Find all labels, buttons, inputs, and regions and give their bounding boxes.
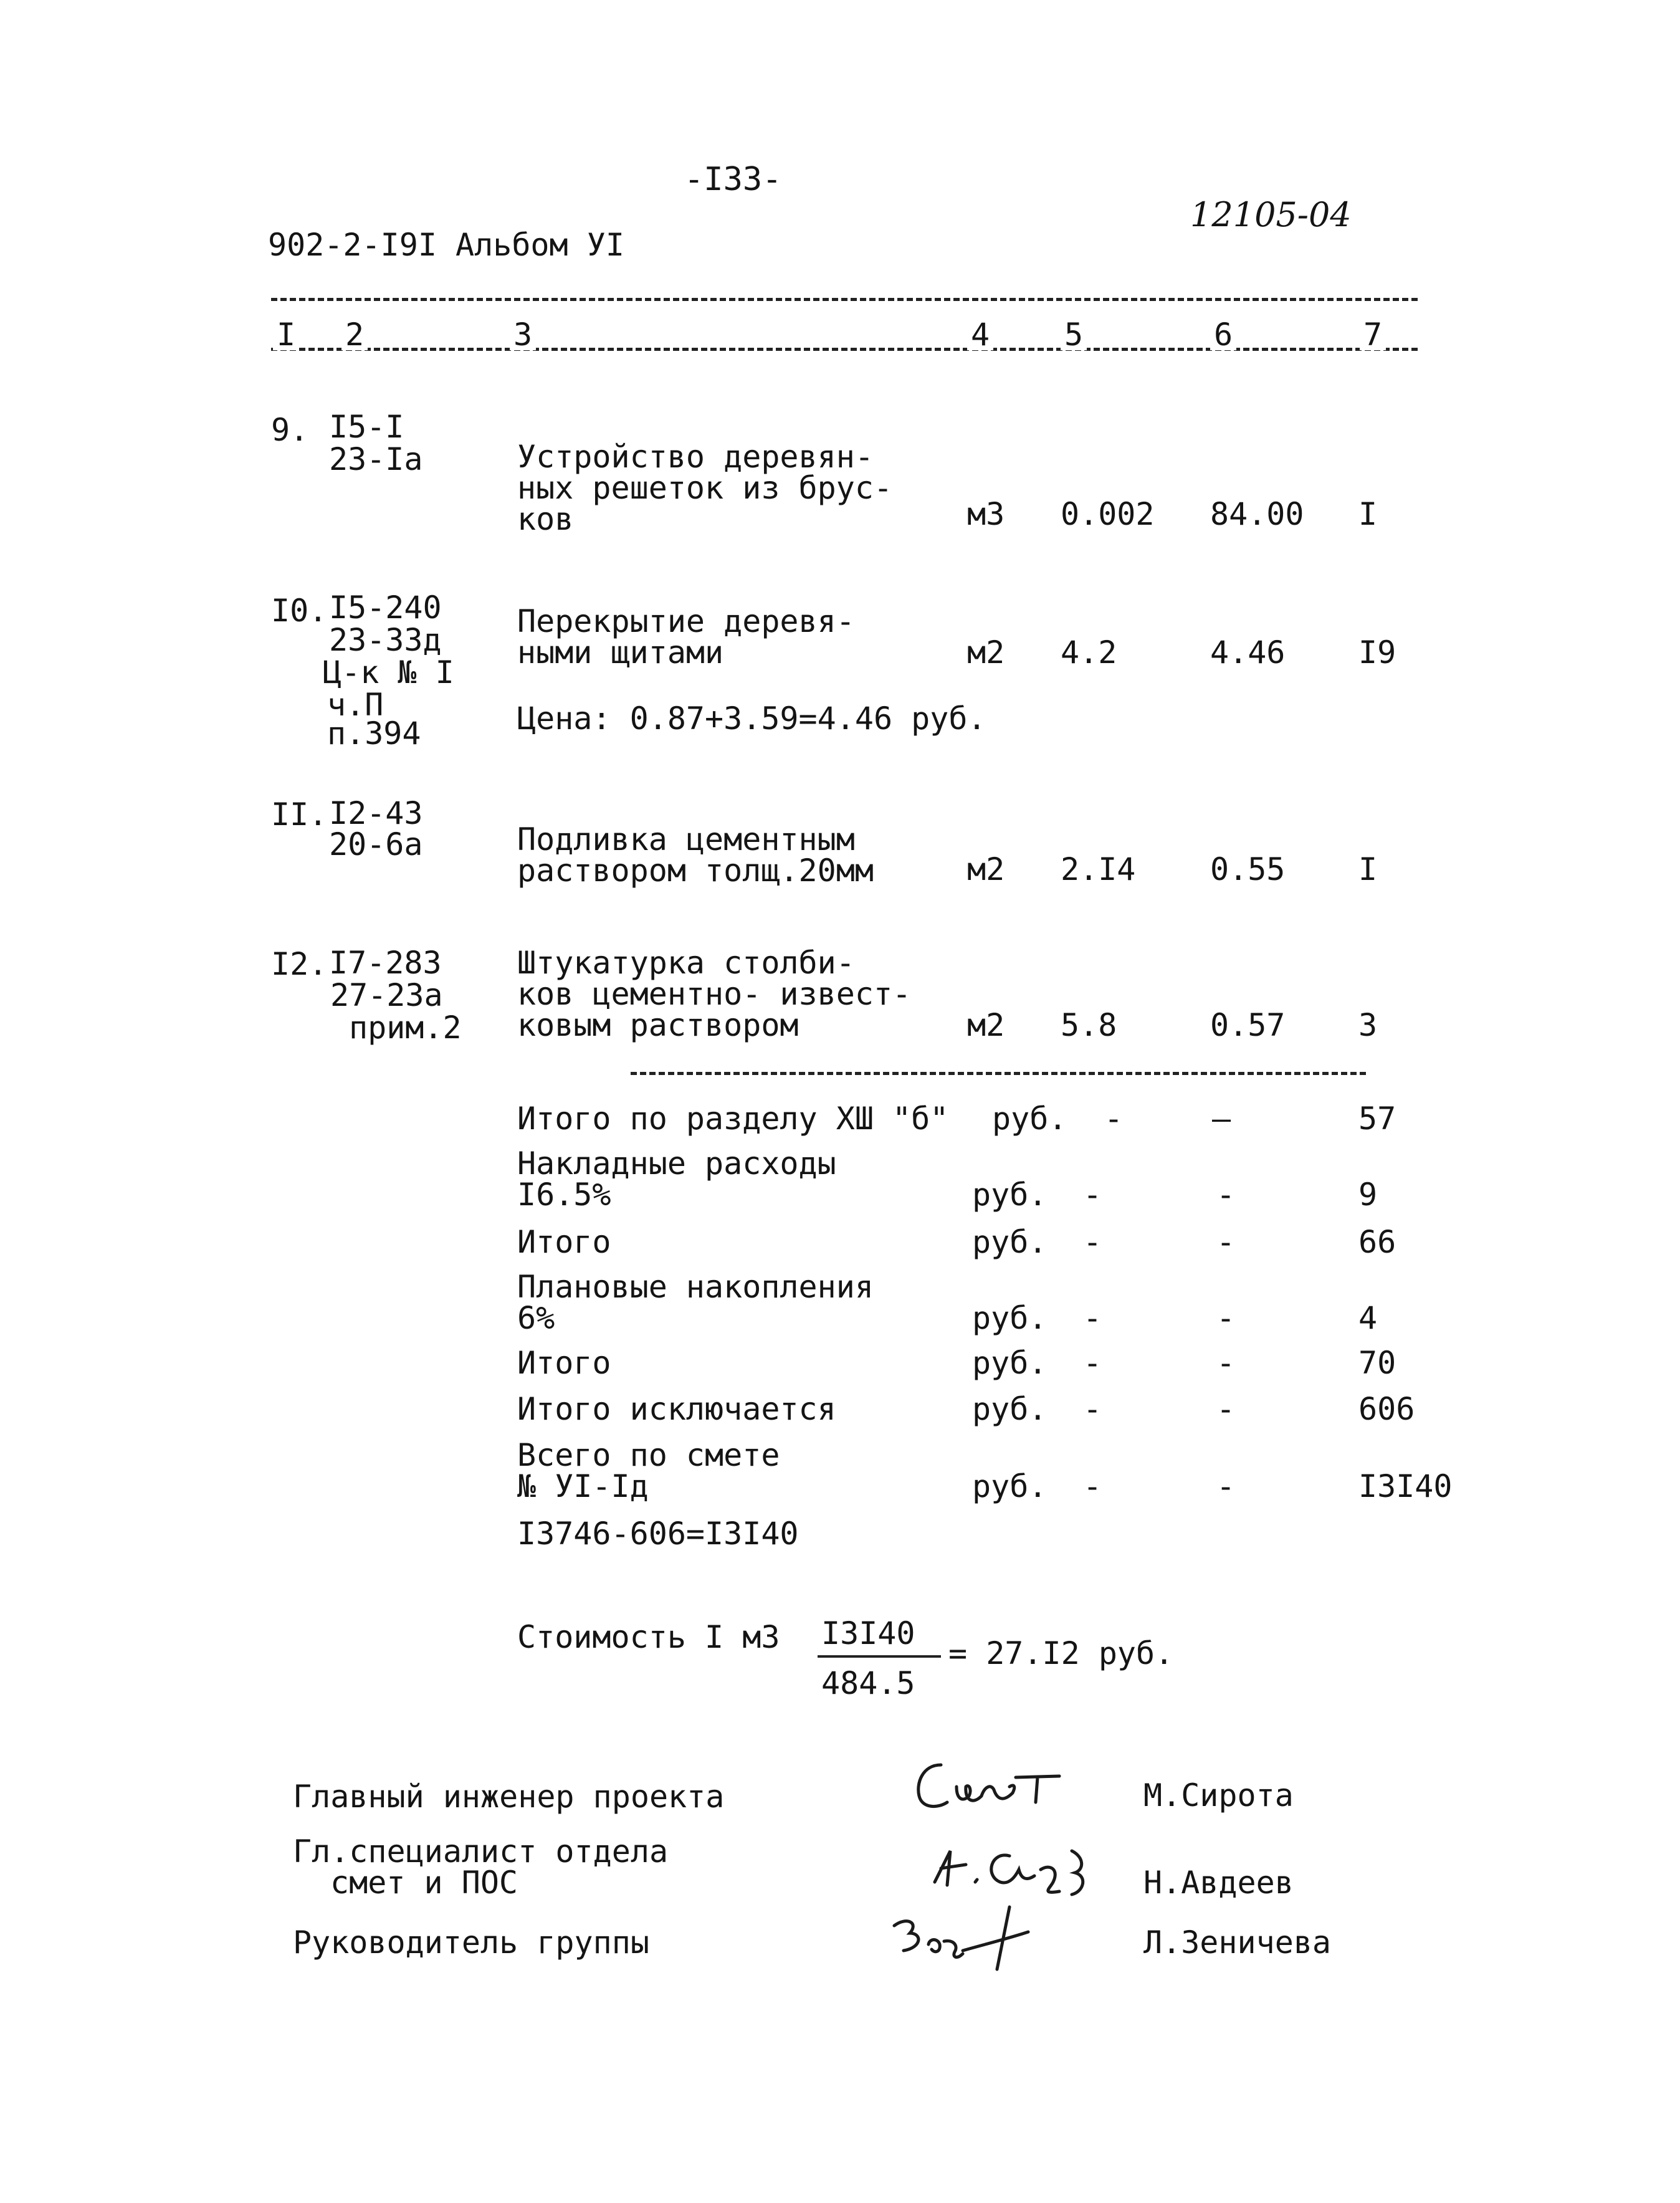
handwritten-signature-3 <box>885 1895 1041 1976</box>
totals-col5: - <box>1083 1177 1102 1213</box>
totals-value: 57 <box>1358 1101 1396 1137</box>
signatory-role: Руководитель группы <box>293 1924 649 1961</box>
row-unit: м2 <box>967 851 1005 887</box>
row-unit: м2 <box>967 634 1005 671</box>
row-price: 0.55 <box>1210 851 1286 887</box>
row-number: I2. <box>271 946 328 982</box>
totals-col5: - <box>1083 1345 1102 1381</box>
totals-value: 4 <box>1358 1300 1378 1336</box>
row-price: 4.46 <box>1210 634 1286 671</box>
row-unit: м2 <box>967 1007 1005 1043</box>
row-code: 27-23а <box>330 977 443 1013</box>
row-code: I5-I <box>329 409 404 445</box>
totals-divider <box>631 1072 1366 1075</box>
row-quantity: 2.I4 <box>1061 851 1136 887</box>
totals-col6: - <box>1216 1177 1236 1213</box>
column-number: 2 <box>341 319 368 350</box>
row-total: I9 <box>1358 634 1396 671</box>
calculation-note: I3746-606=I3I40 <box>517 1516 799 1552</box>
totals-value: 66 <box>1358 1224 1396 1260</box>
totals-col5: - <box>1104 1101 1124 1137</box>
totals-value: 9 <box>1358 1177 1378 1213</box>
totals-unit: руб. <box>972 1345 1048 1381</box>
row-code: I2-43 <box>329 795 423 831</box>
row-number: II. <box>271 796 328 833</box>
totals-label: 6% <box>517 1300 555 1336</box>
row-total: I <box>1358 496 1378 532</box>
row-quantity: 0.002 <box>1061 496 1155 532</box>
row-code: I7-283 <box>329 945 442 981</box>
row-total: 3 <box>1358 1007 1378 1043</box>
totals-col6: — <box>1212 1101 1231 1137</box>
totals-col6: - <box>1216 1345 1236 1381</box>
totals-col5: - <box>1083 1468 1102 1504</box>
column-number: 4 <box>967 319 993 350</box>
totals-label: I6.5% <box>517 1177 611 1213</box>
totals-col6: - <box>1216 1391 1236 1427</box>
row-total: I <box>1358 851 1378 887</box>
totals-col6: - <box>1216 1468 1236 1504</box>
row-code: п.394 <box>327 715 421 752</box>
row-code: прим.2 <box>349 1010 462 1046</box>
row-description: Перекрытие деревя- <box>517 603 855 639</box>
column-number-rule <box>271 348 1418 351</box>
signatory-name: Н.Авдеев <box>1143 1865 1294 1901</box>
totals-col5: - <box>1083 1224 1102 1260</box>
row-code: 23-Iа <box>329 441 423 477</box>
column-number: 7 <box>1360 319 1386 350</box>
column-number: I <box>273 319 299 350</box>
page-number: -I33- <box>684 161 782 198</box>
document-code: 902-2-I9I Альбом УI <box>268 227 624 263</box>
totals-col6: - <box>1216 1300 1236 1336</box>
row-description: Подливка цементным <box>517 821 855 858</box>
unit-cost-result: = 27.I2 руб. <box>948 1635 1174 1671</box>
row-description: ков цементно- извест- <box>517 976 912 1012</box>
price-note: Цена: 0.87+3.59=4.46 руб. <box>517 700 986 737</box>
unit-cost-numerator: I3I40 <box>821 1615 915 1651</box>
totals-label: Плановые накопления <box>517 1269 874 1305</box>
totals-label: Итого <box>517 1224 611 1260</box>
column-number: 3 <box>510 319 536 350</box>
header-rule <box>271 298 1418 301</box>
totals-unit: руб. <box>972 1391 1048 1427</box>
row-quantity: 5.8 <box>1061 1007 1117 1043</box>
totals-unit: руб. <box>972 1177 1048 1213</box>
totals-label: Всего по смете <box>517 1437 780 1473</box>
unit-cost-label: Стоимость I м3 <box>517 1619 780 1655</box>
totals-value: 606 <box>1358 1391 1415 1427</box>
row-price: 84.00 <box>1210 496 1304 532</box>
row-number: I0. <box>271 593 328 629</box>
row-code: I5-240 <box>329 590 442 626</box>
signatory-role: Гл.специалист отдела <box>293 1833 669 1870</box>
row-description: ных решеток из брус- <box>517 470 893 506</box>
row-description: ков <box>517 501 574 537</box>
row-quantity: 4.2 <box>1061 634 1117 671</box>
totals-unit: руб. <box>972 1300 1048 1336</box>
totals-label: № УI-Iд <box>517 1468 649 1504</box>
totals-unit: руб. <box>972 1468 1048 1504</box>
row-description: Штукатурка столби- <box>517 945 855 981</box>
row-description: ковым раствором <box>517 1007 799 1043</box>
row-code: 23-33д <box>329 622 442 658</box>
totals-label: Накладные расходы <box>517 1145 836 1182</box>
handwritten-signature-1 <box>904 1752 1066 1827</box>
totals-col5: - <box>1083 1391 1102 1427</box>
signatory-name: Л.Зеничева <box>1143 1924 1332 1961</box>
signatory-name: М.Сирота <box>1143 1777 1294 1814</box>
totals-col6: - <box>1216 1224 1236 1260</box>
unit-cost-denominator: 484.5 <box>821 1665 915 1701</box>
row-price: 0.57 <box>1210 1007 1286 1043</box>
fraction-bar <box>818 1655 941 1658</box>
totals-value: I3I40 <box>1358 1468 1453 1504</box>
totals-label: Итого по разделу ХШ "б" <box>517 1101 949 1137</box>
column-number: 5 <box>1061 319 1087 350</box>
totals-label: Итого исключается <box>517 1391 836 1427</box>
handwritten-signature-2 <box>916 1838 1103 1901</box>
row-number: 9. <box>271 412 309 448</box>
archive-stamp: 12105-04 <box>1190 195 1352 234</box>
row-code: Ц-к № I <box>323 654 454 691</box>
signatory-role: Главный инженер проекта <box>293 1779 725 1815</box>
signatory-role: смет и ПОС <box>330 1865 518 1901</box>
row-description: ными щитами <box>517 634 724 671</box>
row-unit: м3 <box>967 496 1005 532</box>
totals-col5: - <box>1083 1300 1102 1336</box>
totals-unit: руб. <box>992 1101 1067 1137</box>
totals-unit: руб. <box>972 1224 1048 1260</box>
row-code: 20-6а <box>329 826 423 863</box>
column-number: 6 <box>1210 319 1236 350</box>
row-code: ч.П <box>327 687 384 723</box>
totals-label: Итого <box>517 1345 611 1381</box>
totals-value: 70 <box>1358 1345 1396 1381</box>
row-description: раствором толщ.20мм <box>517 853 874 889</box>
row-description: Устройство деревян- <box>517 439 874 475</box>
